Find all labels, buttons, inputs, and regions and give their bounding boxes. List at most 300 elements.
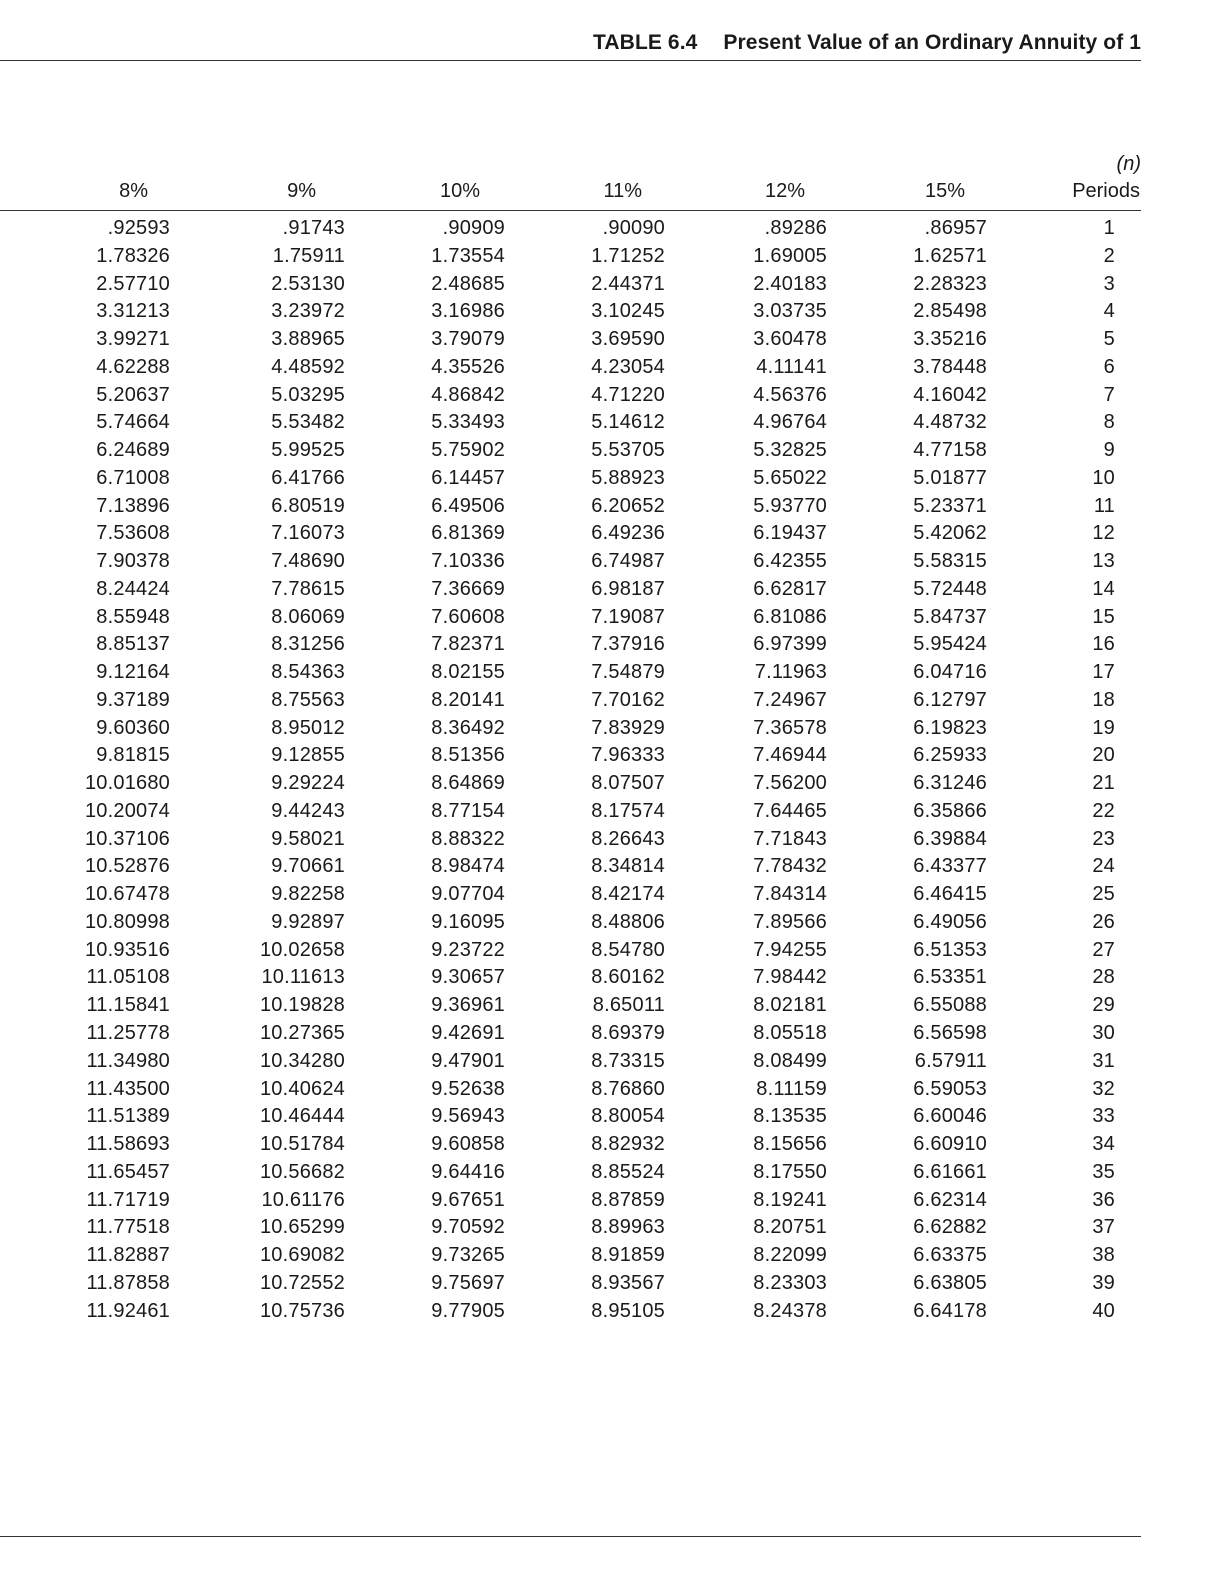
table-cell: 7.13896 bbox=[96, 494, 170, 517]
table-cell: 10.72552 bbox=[259, 1271, 345, 1294]
table-cell: 5.99525 bbox=[271, 439, 345, 462]
period-cell: 5 bbox=[1103, 328, 1115, 350]
table-cell: 8.15656 bbox=[753, 1133, 827, 1156]
table-cell: 8.19241 bbox=[753, 1188, 827, 1211]
table-row bbox=[0, 1130, 1141, 1158]
column-header-9pct: 9% bbox=[287, 180, 316, 202]
table-cell: 6.61661 bbox=[913, 1160, 987, 1183]
column-header-12pct: 12% bbox=[764, 180, 805, 202]
table-cell: 9.36961 bbox=[431, 994, 505, 1017]
table-cell: 6.57911 bbox=[914, 1049, 987, 1072]
table-cell: 3.35216 bbox=[913, 328, 987, 350]
table-cell: 9.70661 bbox=[271, 855, 345, 878]
table-row bbox=[0, 381, 1141, 409]
table-cell: 5.74664 bbox=[96, 411, 170, 434]
table-cell: 7.89566 bbox=[753, 910, 827, 933]
table-cell: 6.42355 bbox=[753, 550, 827, 573]
table-cell: 10.56682 bbox=[259, 1160, 345, 1183]
table-cell: 6.60910 bbox=[913, 1133, 987, 1156]
period-cell: 13 bbox=[1092, 550, 1115, 573]
table-cell: 8.80054 bbox=[591, 1105, 665, 1128]
table-cell: 10.75736 bbox=[259, 1299, 345, 1322]
table-cell: 3.16986 bbox=[431, 300, 505, 323]
table-row bbox=[0, 353, 1141, 381]
table-cell: 8.22099 bbox=[753, 1244, 827, 1267]
period-cell: 23 bbox=[1092, 827, 1115, 850]
table-cell: 7.78432 bbox=[753, 855, 827, 878]
table-cell: 8.11159 bbox=[756, 1077, 827, 1100]
table-row bbox=[0, 1213, 1141, 1241]
table-cell: 7.16073 bbox=[271, 522, 345, 545]
table-row bbox=[0, 575, 1141, 603]
period-cell: 2 bbox=[1103, 244, 1115, 267]
period-cell: 22 bbox=[1092, 799, 1115, 822]
table-cell: 6.49056 bbox=[913, 910, 987, 933]
table-cell: 11.51389 bbox=[86, 1105, 170, 1128]
table-cell: 4.48732 bbox=[913, 411, 987, 434]
table-cell: 8.48806 bbox=[591, 910, 665, 933]
table-cell: 9.82258 bbox=[271, 883, 345, 906]
period-cell: 34 bbox=[1092, 1133, 1115, 1156]
table-cell: 8.36492 bbox=[431, 716, 505, 739]
table-cell: 4.77158 bbox=[913, 439, 987, 462]
table-cell: 8.85524 bbox=[591, 1160, 665, 1183]
table-cell: 6.14457 bbox=[431, 466, 505, 489]
table-cell: 9.81815 bbox=[96, 744, 170, 767]
table-cell: 11.71719 bbox=[86, 1188, 170, 1211]
table-cell: 6.24689 bbox=[96, 439, 170, 462]
table-row bbox=[0, 1269, 1141, 1297]
table-cell: 5.42062 bbox=[913, 522, 987, 545]
table-row bbox=[0, 908, 1141, 936]
table-cell: 3.10245 bbox=[591, 300, 665, 323]
table-cell: 8.54780 bbox=[591, 938, 665, 961]
row-group bbox=[0, 908, 1141, 1047]
column-header-periods: Periods bbox=[1072, 180, 1140, 202]
table-cell: 2.28323 bbox=[913, 272, 987, 295]
table-cell: 6.59053 bbox=[913, 1077, 987, 1100]
table-cell: 6.63375 bbox=[913, 1244, 987, 1267]
table-cell: 8.91859 bbox=[591, 1244, 665, 1267]
table-cell: 6.49236 bbox=[591, 522, 665, 545]
row-group bbox=[0, 214, 1141, 353]
table-cell: 3.79079 bbox=[431, 328, 505, 350]
period-cell: 24 bbox=[1092, 855, 1115, 878]
table-cell: 8.85137 bbox=[96, 633, 170, 656]
table-row bbox=[0, 991, 1141, 1019]
period-cell: 3 bbox=[1103, 272, 1115, 295]
column-header-15pct: 15% bbox=[924, 180, 965, 202]
table-cell: 8.31256 bbox=[271, 633, 345, 656]
table-cell: 11.65457 bbox=[86, 1160, 170, 1183]
table-cell: 7.60608 bbox=[431, 605, 505, 628]
table-row bbox=[0, 1158, 1141, 1186]
table-cell: 10.27365 bbox=[259, 1021, 345, 1044]
annuity-table-body bbox=[0, 214, 1141, 1324]
table-cell: 8.42174 bbox=[591, 883, 665, 906]
period-cell: 16 bbox=[1092, 633, 1115, 656]
table-cell: 9.44243 bbox=[271, 799, 345, 822]
table-row bbox=[0, 1019, 1141, 1047]
period-cell: 19 bbox=[1092, 716, 1115, 739]
table-cell: 7.96333 bbox=[591, 744, 665, 767]
table-cell: 8.75563 bbox=[271, 688, 345, 711]
table-cell: 8.82932 bbox=[591, 1133, 665, 1156]
table-cell: 10.69082 bbox=[259, 1244, 345, 1267]
table-cell: 10.52876 bbox=[84, 855, 170, 878]
period-cell: 10 bbox=[1092, 466, 1115, 489]
table-cell: 6.04716 bbox=[913, 661, 987, 684]
table-cell: 9.47901 bbox=[431, 1049, 505, 1072]
table-cell: 5.84737 bbox=[913, 605, 987, 628]
table-row bbox=[0, 658, 1141, 686]
table-cell: 10.02658 bbox=[259, 938, 345, 961]
table-row bbox=[0, 1186, 1141, 1214]
table-cell: 8.73315 bbox=[591, 1049, 665, 1072]
table-cell: 8.13535 bbox=[753, 1105, 827, 1128]
table-cell: 4.71220 bbox=[591, 383, 665, 406]
period-cell: 8 bbox=[1103, 411, 1115, 434]
table-cell: 11.25778 bbox=[86, 1021, 170, 1044]
table-row bbox=[0, 1047, 1141, 1075]
table-cell: 9.60858 bbox=[431, 1133, 505, 1156]
row-group bbox=[0, 1047, 1141, 1186]
table-row bbox=[0, 741, 1141, 769]
period-cell: 15 bbox=[1092, 605, 1115, 628]
table-cell: 7.54879 bbox=[591, 661, 665, 684]
table-cell: 8.26643 bbox=[591, 827, 665, 850]
row-group bbox=[0, 1186, 1141, 1325]
table-row bbox=[0, 936, 1141, 964]
row-group bbox=[0, 769, 1141, 908]
table-row bbox=[0, 270, 1141, 298]
table-cell: 9.70592 bbox=[431, 1216, 505, 1239]
period-cell: 25 bbox=[1092, 883, 1115, 906]
table-cell: 11.87858 bbox=[86, 1271, 170, 1294]
table-cell: 7.46944 bbox=[753, 744, 827, 767]
table-cell: 8.06069 bbox=[271, 605, 345, 628]
table-cell: 11.34980 bbox=[86, 1049, 170, 1072]
table-cell: 4.11141 bbox=[756, 355, 827, 378]
table-cell: 3.88965 bbox=[271, 328, 345, 350]
table-cell: 9.16095 bbox=[431, 910, 505, 933]
period-cell: 21 bbox=[1092, 772, 1115, 795]
table-cell: 4.35526 bbox=[431, 355, 505, 378]
table-cell: 2.40183 bbox=[753, 272, 827, 295]
table-cell: 6.25933 bbox=[913, 744, 987, 767]
table-cell: 10.93516 bbox=[84, 938, 170, 961]
table-cell: 9.77905 bbox=[431, 1299, 505, 1322]
table-cell: 9.73265 bbox=[431, 1244, 505, 1267]
table-cell: 4.62288 bbox=[96, 355, 170, 378]
table-cell: 5.53482 bbox=[271, 411, 345, 434]
table-cell: 6.46415 bbox=[913, 883, 987, 906]
table-cell: 6.56598 bbox=[913, 1021, 987, 1044]
table-row bbox=[0, 1075, 1141, 1103]
table-cell: 9.29224 bbox=[271, 772, 345, 795]
table-row bbox=[0, 464, 1141, 492]
period-cell: 26 bbox=[1092, 910, 1115, 933]
table-cell: 6.20652 bbox=[591, 494, 665, 517]
table-cell: 8.54363 bbox=[271, 661, 345, 684]
table-row bbox=[0, 686, 1141, 714]
table-cell: 3.60478 bbox=[753, 328, 827, 350]
table-row bbox=[0, 1102, 1141, 1130]
table-cell: 6.49506 bbox=[431, 494, 505, 517]
table-cell: .89286 bbox=[764, 217, 827, 239]
table-cell: 9.23722 bbox=[431, 938, 505, 961]
table-cell: 8.20141 bbox=[431, 688, 505, 711]
table-cell: 7.64465 bbox=[753, 799, 827, 822]
table-cell: 6.39884 bbox=[913, 827, 987, 850]
table-cell: .90090 bbox=[602, 217, 665, 239]
table-cell: 3.31213 bbox=[96, 300, 170, 323]
table-cell: 10.51784 bbox=[259, 1133, 345, 1156]
table-cell: 6.41766 bbox=[271, 466, 345, 489]
bottom-rule bbox=[0, 1536, 1141, 1537]
table-cell: 4.96764 bbox=[753, 411, 827, 434]
table-cell: 6.12797 bbox=[913, 688, 987, 711]
table-cell: 11.15841 bbox=[86, 994, 170, 1017]
table-cell: 7.37916 bbox=[591, 633, 665, 656]
period-cell: 11 bbox=[1093, 494, 1115, 517]
table-row bbox=[0, 825, 1141, 853]
period-cell: 9 bbox=[1103, 439, 1115, 462]
period-cell: 27 bbox=[1092, 938, 1115, 961]
table-cell: 10.34280 bbox=[259, 1049, 345, 1072]
table-cell: 8.89963 bbox=[591, 1216, 665, 1239]
table-cell: 5.75902 bbox=[431, 439, 505, 462]
period-cell: 20 bbox=[1092, 744, 1115, 767]
table-cell: 11.77518 bbox=[86, 1216, 170, 1239]
period-cell: 4 bbox=[1103, 300, 1115, 323]
table-cell: 10.80998 bbox=[84, 910, 170, 933]
table-cell: 10.20074 bbox=[84, 799, 170, 822]
column-header-11pct: 11% bbox=[603, 180, 642, 202]
table-cell: 8.87859 bbox=[591, 1188, 665, 1211]
table-cell: 8.55948 bbox=[96, 605, 170, 628]
table-cell: 5.53705 bbox=[591, 439, 665, 462]
table-cell: 5.01877 bbox=[913, 466, 987, 489]
table-cell: 8.23303 bbox=[753, 1271, 827, 1294]
table-cell: 9.56943 bbox=[431, 1105, 505, 1128]
period-cell: 12 bbox=[1092, 522, 1115, 545]
table-cell: 6.98187 bbox=[591, 577, 665, 600]
table-cell: 5.03295 bbox=[271, 383, 345, 406]
table-cell: 6.62882 bbox=[913, 1216, 987, 1239]
period-cell: 36 bbox=[1092, 1188, 1115, 1211]
table-cell: 7.36578 bbox=[753, 716, 827, 739]
table-cell: 9.12164 bbox=[96, 661, 170, 684]
table-cell: 10.40624 bbox=[259, 1077, 345, 1100]
table-cell: 7.70162 bbox=[591, 688, 665, 711]
table-cell: 7.56200 bbox=[753, 772, 827, 795]
table-cell: 10.61176 bbox=[261, 1188, 345, 1211]
table-cell: 8.02155 bbox=[431, 661, 505, 684]
table-cell: 6.51353 bbox=[913, 938, 987, 961]
table-cell: 8.77154 bbox=[431, 799, 505, 822]
table-cell: .91743 bbox=[282, 217, 345, 239]
table-row bbox=[0, 880, 1141, 908]
table-cell: 1.75911 bbox=[272, 244, 345, 267]
table-row bbox=[0, 797, 1141, 825]
table-cell: 6.63805 bbox=[913, 1271, 987, 1294]
row-group bbox=[0, 630, 1141, 769]
table-row bbox=[0, 963, 1141, 991]
table-cell: 8.05518 bbox=[753, 1021, 827, 1044]
period-cell: 29 bbox=[1092, 994, 1115, 1017]
table-cell: 5.72448 bbox=[913, 577, 987, 600]
table-cell: 8.51356 bbox=[431, 744, 505, 767]
table-cell: 10.37106 bbox=[84, 827, 170, 850]
table-cell: 8.17574 bbox=[591, 799, 665, 822]
table-cell: 5.93770 bbox=[753, 494, 827, 517]
table-cell: 6.55088 bbox=[913, 994, 987, 1017]
table-cell: 6.97399 bbox=[753, 633, 827, 656]
table-cell: 1.62571 bbox=[913, 244, 987, 267]
period-cell: 18 bbox=[1092, 688, 1115, 711]
table-cell: 8.02181 bbox=[753, 994, 827, 1017]
table-cell: 1.73554 bbox=[431, 244, 505, 267]
table-cell: 11.82887 bbox=[86, 1244, 170, 1267]
period-cell: 6 bbox=[1103, 355, 1115, 378]
table-cell: 6.19437 bbox=[753, 522, 827, 545]
table-cell: 7.19087 bbox=[591, 605, 665, 628]
table-cell: 6.64178 bbox=[913, 1299, 987, 1322]
table-cell: 6.43377 bbox=[913, 855, 987, 878]
table-cell: 2.57710 bbox=[96, 272, 170, 295]
table-cell: 5.88923 bbox=[591, 466, 665, 489]
table-cell: 9.12855 bbox=[271, 744, 345, 767]
table-cell: 1.78326 bbox=[96, 244, 170, 267]
period-cell: 17 bbox=[1092, 661, 1115, 684]
table-cell: 4.48592 bbox=[271, 355, 345, 378]
table-cell: 8.69379 bbox=[591, 1021, 665, 1044]
table-cell: 9.52638 bbox=[431, 1077, 505, 1100]
table-cell: 7.48690 bbox=[271, 550, 345, 573]
table-cell: 7.10336 bbox=[431, 550, 505, 573]
table-cell: 7.94255 bbox=[753, 938, 827, 961]
table-name: Present Value of an Ordinary Annuity of 1 bbox=[723, 31, 1141, 54]
table-cell: 8.17550 bbox=[753, 1160, 827, 1183]
table-row bbox=[0, 492, 1141, 520]
column-header-8pct: 8% bbox=[119, 180, 148, 202]
table-row bbox=[0, 519, 1141, 547]
table-cell: 7.84314 bbox=[753, 883, 827, 906]
table-cell: .90909 bbox=[442, 217, 505, 239]
table-cell: 9.67651 bbox=[431, 1188, 505, 1211]
table-cell: 7.98442 bbox=[753, 966, 827, 989]
table-cell: 4.23054 bbox=[591, 355, 665, 378]
table-number: TABLE 6.4 bbox=[593, 31, 698, 54]
table-cell: 5.14612 bbox=[591, 411, 665, 434]
table-cell: 7.24967 bbox=[753, 688, 827, 711]
period-cell: 1 bbox=[1103, 217, 1115, 239]
table-cell: 8.20751 bbox=[753, 1216, 827, 1239]
table-cell: 7.11963 bbox=[754, 661, 827, 684]
table-row bbox=[0, 408, 1141, 436]
table-row bbox=[0, 547, 1141, 575]
table-cell: 4.56376 bbox=[753, 383, 827, 406]
table-cell: 5.23371 bbox=[913, 494, 987, 517]
table-cell: 8.98474 bbox=[431, 855, 505, 878]
table-cell: 8.34814 bbox=[591, 855, 665, 878]
table-row bbox=[0, 1241, 1141, 1269]
table-cell: 8.24378 bbox=[753, 1299, 827, 1322]
table-cell: 7.71843 bbox=[753, 827, 827, 850]
table-cell: 1.71252 bbox=[591, 244, 665, 267]
table-cell: 9.58021 bbox=[271, 827, 345, 850]
table-cell: 1.69005 bbox=[753, 244, 827, 267]
table-row bbox=[0, 714, 1141, 742]
table-cell: 6.62817 bbox=[753, 577, 827, 600]
table-row bbox=[0, 630, 1141, 658]
table-cell: 8.60162 bbox=[591, 966, 665, 989]
table-cell: 6.74987 bbox=[591, 550, 665, 573]
table-cell: 3.99271 bbox=[96, 328, 170, 350]
table-cell: 3.78448 bbox=[913, 355, 987, 378]
table-cell: 2.44371 bbox=[591, 272, 665, 295]
row-group bbox=[0, 353, 1141, 492]
table-cell: 9.75697 bbox=[431, 1271, 505, 1294]
table-cell: 8.24424 bbox=[96, 577, 170, 600]
table-cell: .86957 bbox=[924, 217, 987, 239]
table-cell: 10.46444 bbox=[259, 1105, 345, 1128]
column-header-row bbox=[0, 170, 1141, 211]
table-cell: 8.93567 bbox=[591, 1271, 665, 1294]
table-cell: 9.60360 bbox=[96, 716, 170, 739]
table-cell: 11.92461 bbox=[86, 1299, 170, 1322]
period-cell: 35 bbox=[1092, 1160, 1115, 1183]
table-title-text bbox=[593, 31, 1141, 55]
table-cell: 8.08499 bbox=[753, 1049, 827, 1072]
table-cell: 5.65022 bbox=[753, 466, 827, 489]
table-cell: 10.01680 bbox=[84, 772, 170, 795]
table-row bbox=[0, 297, 1141, 325]
table-cell: 6.31246 bbox=[913, 772, 987, 795]
table-cell: 5.33493 bbox=[431, 411, 505, 434]
table-cell: 5.58315 bbox=[913, 550, 987, 573]
table-cell: .92593 bbox=[107, 217, 170, 239]
table-cell: 5.20637 bbox=[96, 383, 170, 406]
table-cell: 7.36669 bbox=[431, 577, 505, 600]
table-cell: 5.95424 bbox=[913, 633, 987, 656]
table-cell: 10.67478 bbox=[84, 883, 170, 906]
period-cell: 40 bbox=[1092, 1299, 1115, 1322]
table-cell: 3.23972 bbox=[271, 300, 345, 323]
table-cell: 6.35866 bbox=[913, 799, 987, 822]
table-cell: 8.95012 bbox=[271, 716, 345, 739]
table-cell: 11.58693 bbox=[86, 1133, 170, 1156]
period-cell: 38 bbox=[1092, 1244, 1115, 1267]
table-row bbox=[0, 325, 1141, 353]
column-header-10pct: 10% bbox=[439, 180, 480, 202]
period-cell: 28 bbox=[1092, 966, 1115, 989]
table-cell: 8.64869 bbox=[431, 772, 505, 795]
table-cell: 6.80519 bbox=[271, 494, 345, 517]
table-cell: 10.65299 bbox=[259, 1216, 345, 1239]
table-cell: 8.65011 bbox=[592, 994, 665, 1017]
table-row bbox=[0, 603, 1141, 631]
table-cell: 2.53130 bbox=[271, 272, 345, 295]
periods-symbol: (n) bbox=[1116, 153, 1141, 175]
table-cell: 6.81369 bbox=[431, 522, 505, 545]
table-cell: 10.11613 bbox=[261, 966, 345, 989]
table-cell: 3.69590 bbox=[591, 328, 665, 350]
table-cell: 10.19828 bbox=[259, 994, 345, 1017]
table-row bbox=[0, 436, 1141, 464]
period-cell: 37 bbox=[1092, 1216, 1115, 1239]
